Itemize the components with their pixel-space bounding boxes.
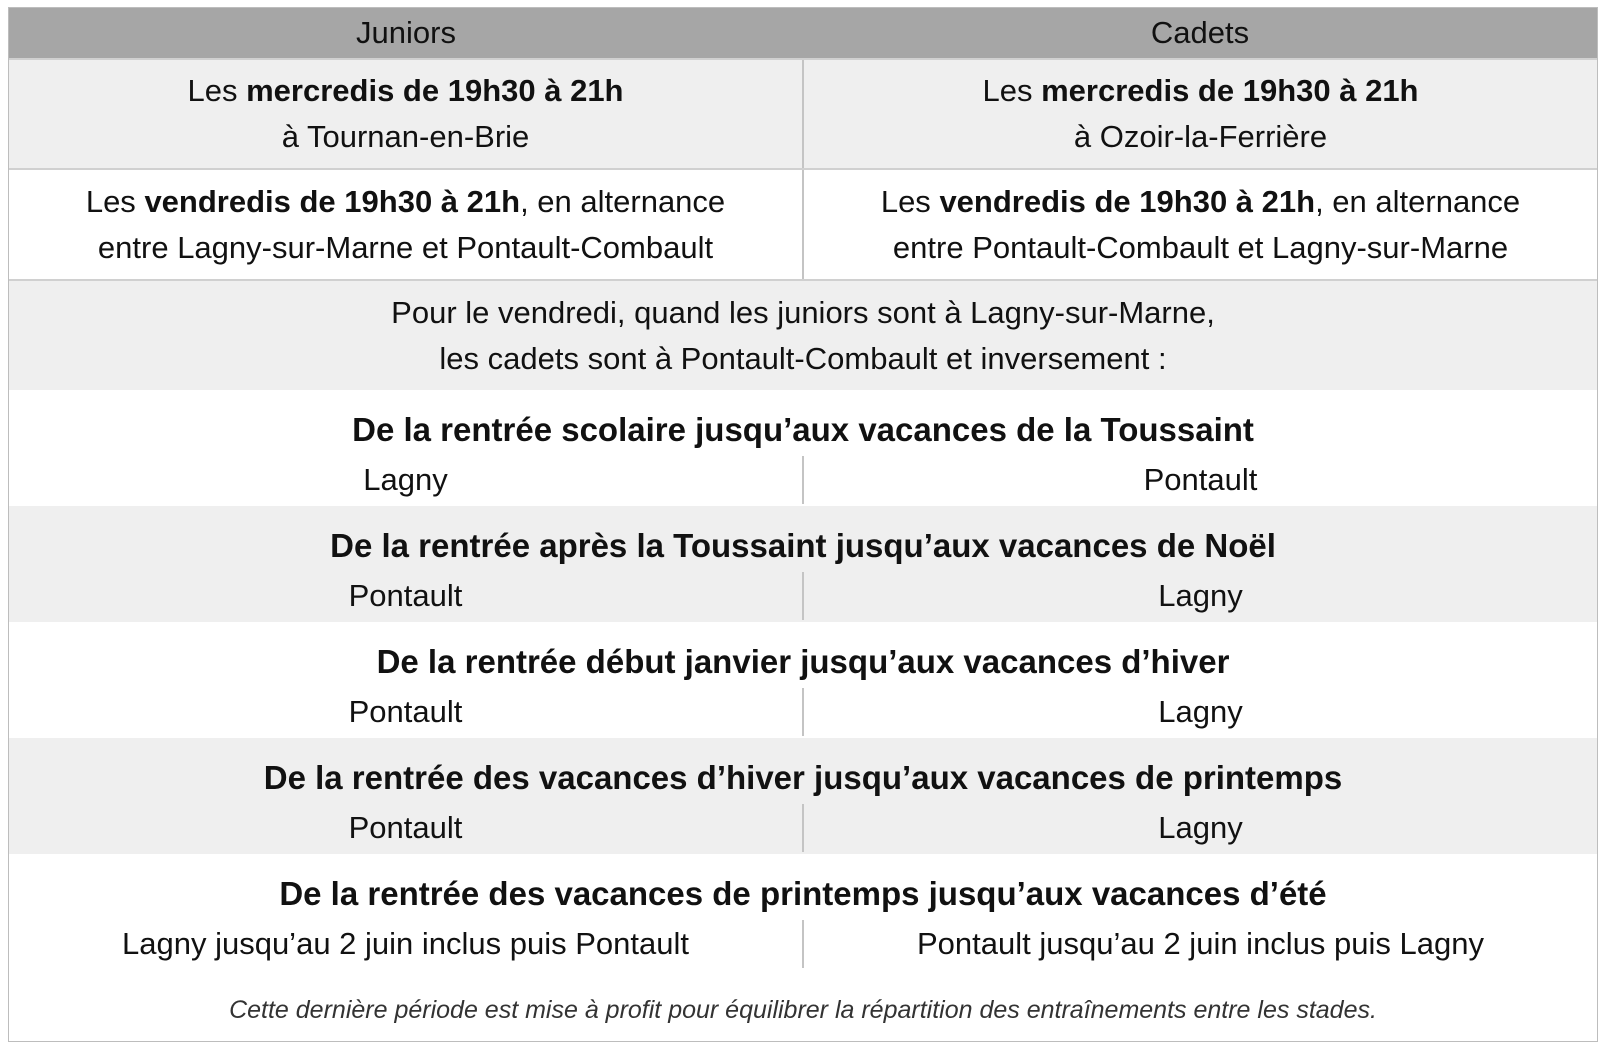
period-locations: [9, 804, 1597, 852]
wednesday-row: [9, 58, 1597, 168]
wednesday-juniors-line: [188, 68, 624, 114]
alternation-note: [9, 279, 1597, 390]
period-row: [9, 738, 1597, 854]
friday-juniors-time: vendredis de 19h30 à 21h: [144, 183, 521, 219]
period-locations: [9, 456, 1597, 504]
header-juniors: Juniors: [356, 15, 456, 50]
period-cadets-location: Lagny: [802, 572, 1597, 620]
header-cadets: Cadets: [1150, 15, 1250, 50]
period-cadets-location: Pontault: [802, 456, 1597, 504]
alternation-line-2: les cadets sont à Pontault-Combault et inversement :: [439, 340, 1167, 376]
period-title: De la rentrée scolaire jusqu’aux vacances de la Toussaint: [352, 411, 1254, 448]
friday-juniors-places: entre Lagny-sur-Marne et Pontault-Combault: [97, 229, 714, 265]
period-row: [9, 390, 1597, 506]
period-title: De la rentrée début janvier jusqu’aux vacances d’hiver: [376, 643, 1230, 680]
friday-juniors-line: [86, 179, 725, 225]
wednesday-cadets: [802, 60, 1597, 168]
friday-cadets-prefix: Les: [880, 183, 940, 219]
period-locations: [9, 920, 1597, 968]
period-row: [9, 622, 1597, 738]
period-juniors-location: Pontault: [348, 578, 463, 613]
training-schedule-table: [8, 7, 1598, 1042]
wednesday-juniors-prefix: Les: [187, 73, 247, 108]
friday-cadets-suffix: , en alternance: [1315, 183, 1521, 219]
wednesday-cadets-line: [983, 68, 1419, 114]
period-juniors-location: Lagny jusqu’au 2 juin inclus puis Pontault: [122, 926, 689, 961]
period-title: De la rentrée des vacances d’hiver jusqu’aux vacances de printemps: [263, 759, 1343, 796]
period-title: De la rentrée des vacances de printemps jusqu’aux vacances d’été: [279, 875, 1327, 912]
period-cadets-location: Lagny: [802, 804, 1597, 852]
period-title: De la rentrée après la Toussaint jusqu’aux vacances de Noël: [330, 527, 1276, 564]
table-header: [9, 8, 1597, 58]
wednesday-juniors-time: mercredis de 19h30 à 21h: [246, 73, 624, 108]
period-juniors-location: Lagny: [363, 462, 448, 497]
period-locations: [9, 688, 1597, 736]
friday-row: [9, 168, 1597, 279]
friday-juniors: [9, 170, 802, 279]
wednesday-cadets-place: à Ozoir-la-Ferrière: [1073, 119, 1328, 154]
wednesday-cadets-prefix: Les: [982, 73, 1042, 108]
friday-cadets-line: [881, 179, 1520, 225]
friday-cadets-places: entre Pontault-Combault et Lagny-sur-Marne: [892, 229, 1509, 265]
friday-juniors-prefix: Les: [85, 183, 145, 219]
period-juniors-location: Pontault: [348, 694, 463, 729]
friday-cadets: [802, 170, 1597, 279]
period-juniors-location: Pontault: [348, 810, 463, 845]
period-row: [9, 506, 1597, 622]
period-cadets-location: Lagny: [802, 688, 1597, 736]
period-locations: [9, 572, 1597, 620]
friday-juniors-suffix: , en alternance: [520, 183, 726, 219]
wednesday-cadets-time: mercredis de 19h30 à 21h: [1041, 73, 1419, 108]
friday-cadets-time: vendredis de 19h30 à 21h: [939, 183, 1316, 219]
period-row: [9, 854, 1597, 970]
period-cadets-location: Pontault jusqu’au 2 juin inclus puis Lagny: [802, 920, 1597, 968]
footnote: Cette dernière période est mise à profit pour équilibrer la répartition des entraînements entre les stades.: [229, 996, 1377, 1024]
alternation-line-1: Pour le vendredi, quand les juniors sont à Lagny-sur-Marne,: [391, 294, 1215, 330]
wednesday-juniors-place: à Tournan-en-Brie: [281, 119, 530, 154]
wednesday-juniors: [9, 60, 802, 168]
